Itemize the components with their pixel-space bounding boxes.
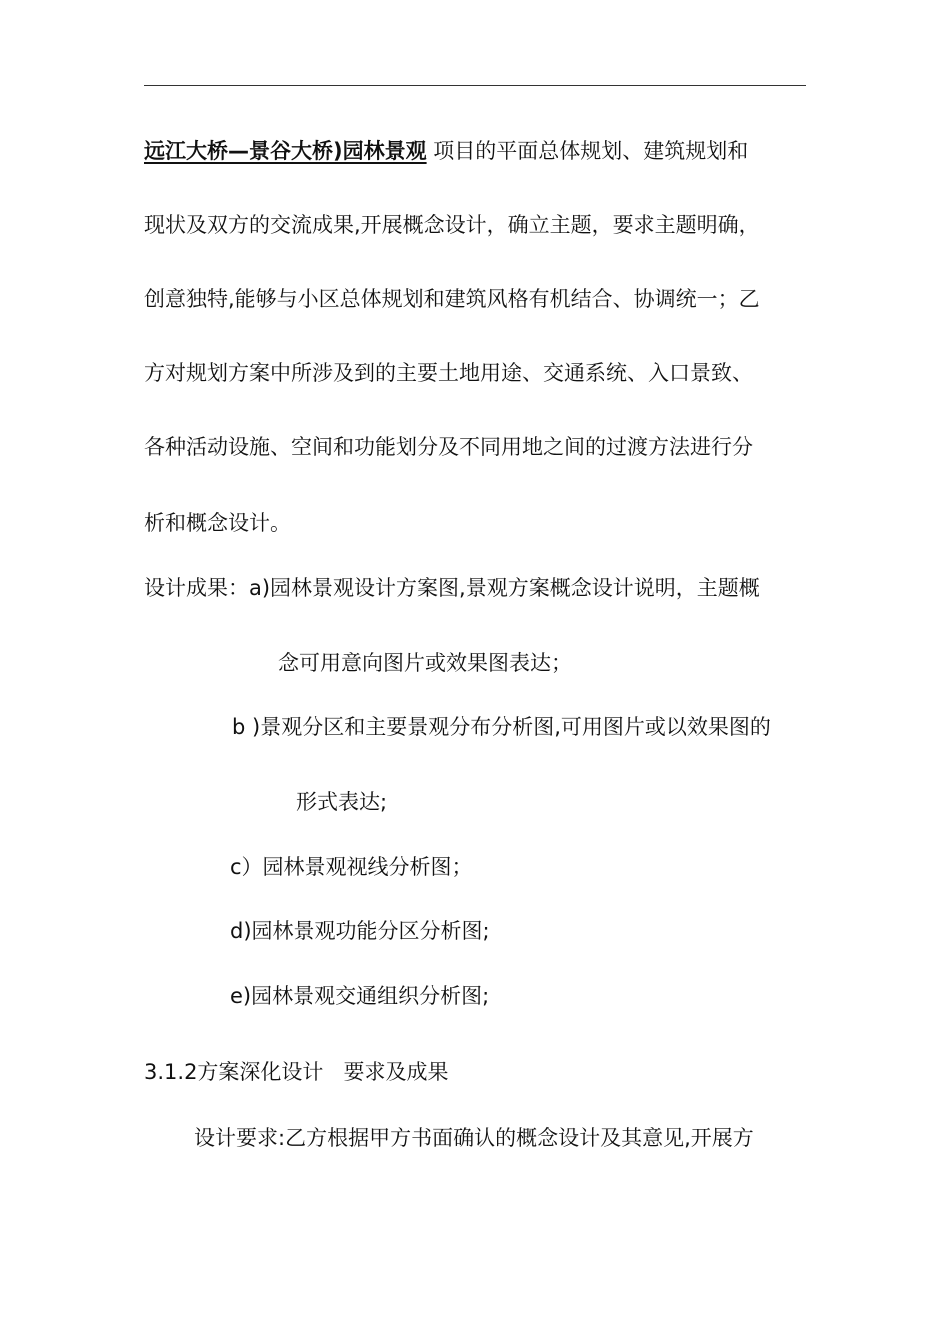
design-results-item-d: d)园林景观功能分区分析图;: [230, 919, 490, 943]
paragraph-line-1: [144, 137, 748, 165]
paragraph-line-6: 析和概念设计。: [144, 511, 291, 535]
section-requirement-text: 设计要求:乙方根据甲方书面确认的概念设计及其意见,开展方: [194, 1126, 754, 1150]
paragraph-line-2: 现状及双方的交流成果,开展概念设计，确立主题，要求主题明确，: [144, 213, 760, 237]
design-results-item-a: 设计成果：a)园林景观设计方案图,景观方案概念设计说明，主题概: [144, 576, 760, 600]
design-results-item-a-continued: 念可用意向图片或效果图表达；: [278, 651, 572, 675]
design-results-item-b: b )景观分区和主要景观分布分析图,可用图片或以效果图的: [232, 715, 771, 739]
project-name-heading: 远江大桥—景谷大桥)园林景观: [144, 139, 427, 163]
header-rule: [144, 85, 806, 86]
design-results-item-c: c）园林景观视线分析图；: [230, 855, 473, 879]
paragraph-line-5: 各种活动设施、空间和功能划分及不同用地之间的过渡方法进行分: [144, 435, 753, 459]
paragraph-line-1-text: 项目的平面总体规划、建筑规划和: [426, 139, 749, 163]
section-heading: 3.1.2方案深化设计 要求及成果: [144, 1060, 449, 1084]
paragraph-line-3: 创意独特,能够与小区总体规划和建筑风格有机结合、协调统一；乙: [144, 287, 760, 311]
design-results-item-e: e)园林景观交通组织分析图;: [230, 984, 490, 1008]
paragraph-line-4: 方对规划方案中所涉及到的主要土地用途、交通系统、入口景致、: [144, 361, 753, 385]
design-results-item-b-continued: 形式表达;: [296, 790, 388, 814]
